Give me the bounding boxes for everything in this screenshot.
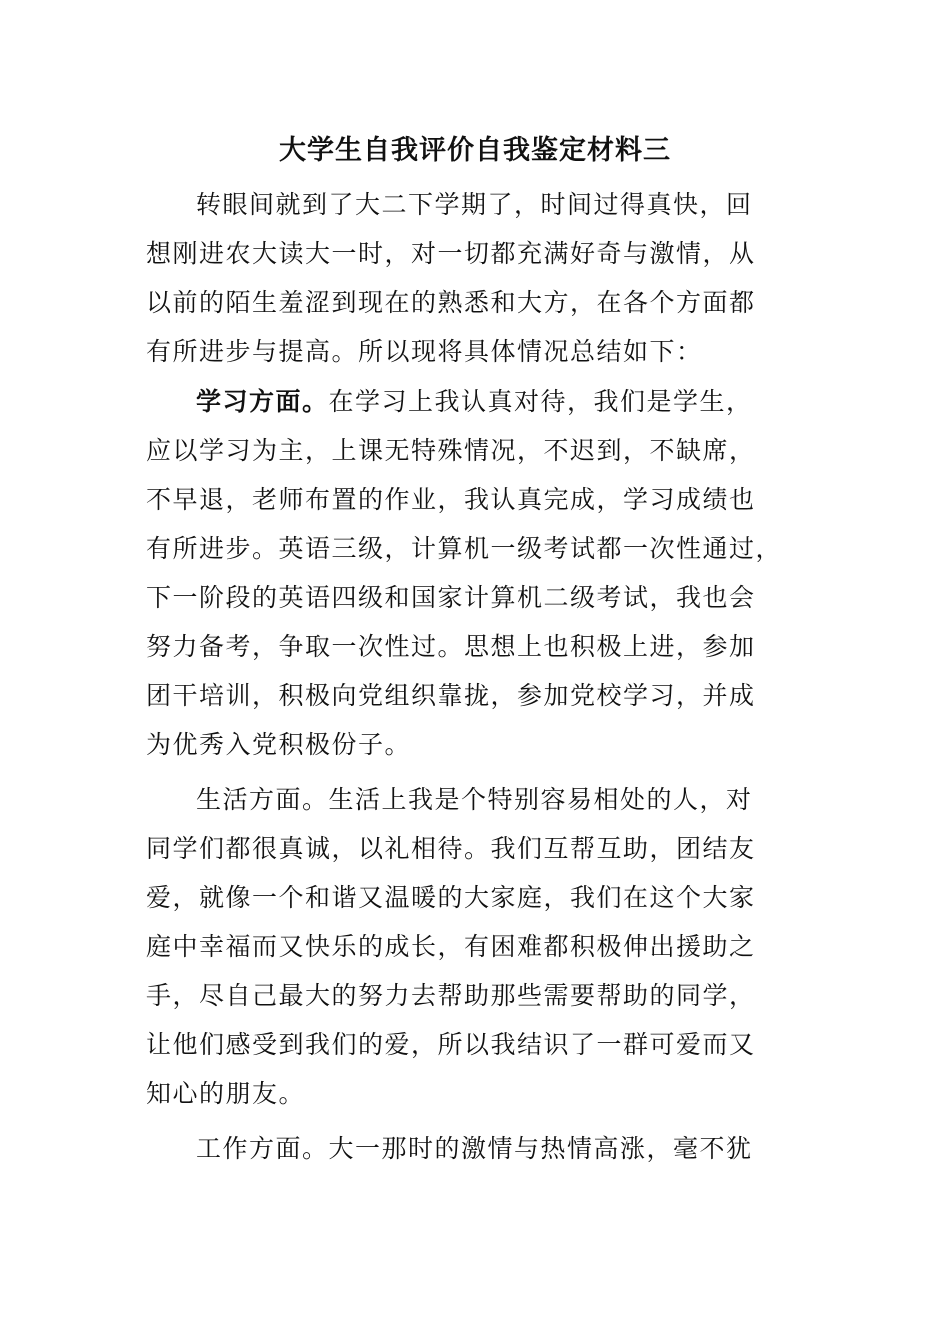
paragraph-2-line-6: 努力备考，争取一次性过。思想上也积极上进，参加: [146, 632, 756, 661]
paragraph-3-line-4: 庭中幸福而又快乐的成长，有困难都积极伸出援助之: [146, 932, 756, 961]
document-title: 大学生自我评价自我鉴定材料三: [279, 135, 671, 166]
study-section-heading: 学习方面。: [196, 387, 329, 416]
paragraph-3-line-2: 同学们都很真诚，以礼相待。我们互帮互助，团结友: [146, 834, 756, 863]
paragraph-3-line-7: 知心的朋友。: [146, 1079, 306, 1108]
paragraph-1-line-4: 有所进步与提高。所以现将具体情况总结如下：: [146, 337, 703, 366]
paragraph-2-line-1: [196, 384, 753, 420]
paragraph-3-line-1: 生活方面。生活上我是个特别容易相处的人，对: [196, 785, 753, 814]
paragraph-1-line-2: 想刚进农大读大一时，对一切都充满好奇与激情，从: [146, 239, 756, 268]
paragraph-2-line-7: 团干培训，积极向党组织靠拢，参加党校学习，并成: [146, 681, 756, 710]
paragraph-2-line-5: 下一阶段的英语四级和国家计算机二级考试，我也会: [146, 583, 756, 612]
paragraph-2-line-2: 应以学习为主，上课无特殊情况，不迟到，不缺席，: [146, 436, 756, 465]
paragraph-2-line-1-text: 在学习上我认真对待，我们是学生，: [328, 387, 753, 416]
paragraph-3-line-6: 让他们感受到我们的爱，所以我结识了一群可爱而又: [146, 1030, 756, 1059]
paragraph-4-line-1: 工作方面。大一那时的激情与热情高涨，毫不犹: [196, 1134, 753, 1163]
paragraph-2-line-3: 不早退，老师布置的作业，我认真完成，学习成绩也: [146, 485, 756, 514]
paragraph-1-line-1: 转眼间就到了大二下学期了，时间过得真快，回: [196, 190, 753, 219]
paragraph-3-line-3: 爱，就像一个和谐又温暖的大家庭，我们在这个大家: [146, 883, 756, 912]
paragraph-2-line-4: 有所进步。英语三级，计算机一级考试都一次性通过，: [146, 534, 783, 563]
paragraph-2-line-8: 为优秀入党积极份子。: [146, 730, 412, 759]
paragraph-1-line-3: 以前的陌生羞涩到现在的熟悉和大方，在各个方面都: [146, 288, 756, 317]
paragraph-3-line-5: 手，尽自己最大的努力去帮助那些需要帮助的同学，: [146, 981, 756, 1010]
